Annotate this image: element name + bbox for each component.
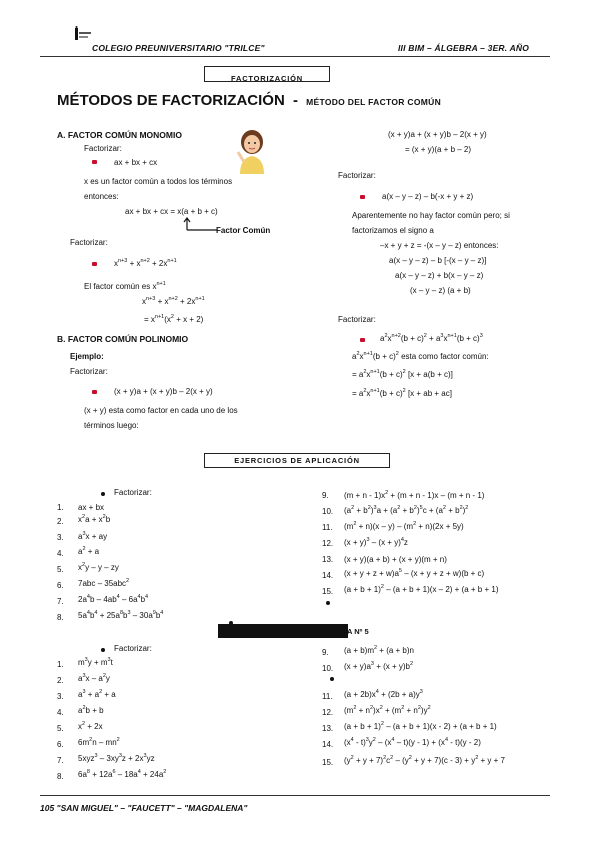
bullet-icon: [92, 262, 97, 266]
ex-num: 9.: [322, 491, 329, 500]
exercise-9: $(m + n - 1)x^2 + (m + n - 1)x - (m + n - 1)$: [344, 490, 485, 500]
exercise-b6: $6m^2n - mn^2$: [78, 737, 120, 747]
a-text-1: x es un factor común a todos los términos: [84, 177, 233, 186]
r-expr-3: a(x – y – z) – b(-x + y + z): [382, 192, 474, 201]
ex-num: 8.: [57, 613, 64, 622]
footer-text: 105 "SAN MIGUEL" – "FAUCETT" – "MAGDALENA": [40, 803, 248, 813]
r-expr-1: (x + y)a + (x + y)b – 2(x + y): [388, 130, 487, 139]
ex-num: 3.: [57, 692, 64, 701]
exercise-4: $a^2 + a$: [78, 546, 100, 556]
exercise-b11: $(a + 2b)x^4 + (2b + a)y^3$: [344, 689, 423, 699]
header-course: III BIM – ÁLGEBRA – 3ER. AÑO: [398, 43, 530, 53]
ex-num: 12.: [322, 708, 334, 717]
ejercicios-label: EJERCICIOS DE APLICACIÓN: [234, 456, 360, 465]
school-logo-icon: [74, 26, 92, 42]
ex-num: 13.: [322, 555, 334, 564]
exercise-1: ax + bx: [78, 503, 105, 512]
exercise-b1: $m^3y + m^3t$: [78, 657, 113, 667]
bullet-dot-icon: [101, 648, 105, 652]
title-subtitle: MÉTODO DEL FACTOR COMÚN: [306, 97, 442, 107]
exercise-8: $5a^4b^4 + 25a^8b^3 - 30a^9b^4$: [78, 610, 164, 620]
ex1-factorizar: Factorizar:: [114, 488, 152, 497]
bullet-dot-icon: [101, 492, 105, 496]
exercise-b12: $(m^2 + n^2)x^2 + (m^2 + n^2)y^2$: [344, 705, 431, 715]
exercise-2: $x^2a + x^2b$: [78, 514, 111, 524]
r-expr-9: = $a^2x^{n+1}(b + c)^2$ [x + a(b + c)]: [352, 369, 453, 379]
level-box: [218, 624, 348, 638]
ex-num: 10.: [322, 664, 334, 673]
exercise-b2: $a^3x - a^2y$: [78, 673, 110, 683]
ex-num: 3.: [57, 533, 64, 542]
ex2-factorizar: Factorizar:: [114, 644, 152, 653]
r-text-1: Aparentemente no hay factor común pero; si: [352, 211, 510, 220]
bullet-dot-icon: [330, 677, 334, 681]
a-text-3: El factor común es $x^{n+1}$: [84, 281, 166, 291]
section-b-heading: B. FACTOR COMÚN POLINOMIO: [57, 334, 189, 344]
ex-num: 2.: [57, 517, 64, 526]
section-a-heading: A. FACTOR COMÚN MONOMIO: [57, 130, 182, 140]
topic-box: [204, 66, 330, 82]
exercise-10: $(a^2 + b^2)^3a + (a^2 + b^2)^5c + (a^2 + b^2)^2$: [344, 505, 469, 515]
exercise-b15: $(y^2 + y + 7)^2c^2 - (y^2 + y + 7)(c - 3) + y^2 + y + 7$: [344, 755, 505, 765]
ex-num: 2.: [57, 676, 64, 685]
r-expr-5: a(x – y – z) – b [-(x – y – z)]: [389, 256, 487, 265]
topic-label: FACTORIZACIÓN: [231, 74, 303, 82]
exercise-b8: $6a^8 + 12a^6 - 18a^4 + 24a^2$: [78, 769, 167, 779]
b-expr-1: (x + y)a + (x + y)b – 2(x + y): [114, 387, 213, 396]
r-text-2: factorizamos el signo a: [352, 226, 434, 235]
ejercicios-box: [204, 453, 390, 468]
b-text-1: (x + y) esta como factor en cada uno de los: [84, 406, 238, 415]
ex-num: 12.: [322, 539, 334, 548]
exercise-b7: $5xyz^3 - 3xy^3z + 2x^3yz$: [78, 753, 155, 763]
exercise-b10: $(x + y)a^3 + (x + y)b^2$: [344, 661, 414, 671]
a-expr-2: ax + bx + cx = x(a + b + c): [125, 207, 218, 216]
ex-num: 10.: [322, 507, 334, 516]
ex-num: 5.: [57, 565, 64, 574]
ex-num: 14.: [322, 740, 334, 749]
ex-num: 1.: [57, 660, 64, 669]
page-title: [57, 92, 441, 109]
r-expr-7: (x – y – z) (a + b): [410, 286, 471, 295]
exercise-b13: $(a + b + 1)^2 - (a + b + 1)(x - 2) + (a + b + 1)$: [344, 721, 497, 731]
ex-num: 4.: [57, 549, 64, 558]
exercise-11: $(m^2 + n)(x - y) - (m^2 + n)(2x + 5y)$: [344, 521, 464, 531]
ex-num: 13.: [322, 724, 334, 733]
ex-num: 15.: [322, 587, 334, 596]
bullet-icon: [360, 195, 365, 199]
ex-num: 4.: [57, 708, 64, 717]
r-factorizar-1: Factorizar:: [338, 171, 376, 180]
student-illustration-icon: [232, 128, 272, 174]
r-expr-4: –x + y + z = -(x – y – z) entonces:: [380, 241, 499, 250]
r-factorizar-2: Factorizar:: [338, 315, 376, 324]
ex-num: 11.: [322, 692, 333, 701]
ex-num: 9.: [322, 648, 329, 657]
ex-num: 7.: [57, 597, 64, 606]
exercise-3: $a^3x$ + ay: [78, 531, 108, 541]
bullet-icon: [360, 338, 365, 342]
exercise-14: $(x + y + z + w)a^5 - (x + y + z + w)(b + c)$: [344, 568, 485, 578]
ex-num: 5.: [57, 724, 64, 733]
a-factorizar-2: Factorizar:: [70, 238, 108, 247]
ex-num: 15.: [322, 758, 334, 767]
exercise-b9: $(a + b)m^2 + (a + b)n$: [344, 645, 414, 655]
r-expr-2: = (x + y)(a + b – 2): [405, 145, 472, 154]
exercise-b14: $(x^4 - t)^3y^2 - (x^4 - t)(y - 1) + (x^4 - t)(y - 2)$: [344, 737, 481, 747]
ejemplo-label: Ejemplo:: [70, 352, 104, 361]
exercise-b5: $x^2 + 2x$: [78, 721, 103, 731]
ex-num: 7.: [57, 756, 64, 765]
r-expr-8: $a^2x^{n+2}(b + c)^2 + a^3x^{n+1}(b + c)^3$: [380, 333, 483, 343]
ex-num: 11.: [322, 523, 333, 532]
title-main: MÉTODOS DE FACTORIZACIÓN: [57, 92, 285, 109]
bullet-dot-icon: [326, 601, 330, 605]
exercise-b4: $a^2b + b$: [78, 705, 104, 715]
exercise-7: $2a^4b - 4ab^4 - 6a^4b^4$: [78, 594, 149, 604]
a-factorizar-1: Factorizar:: [84, 144, 122, 153]
bullet-icon: [92, 390, 97, 394]
factor-comun-label: Factor Común: [216, 226, 271, 235]
a-expr-4: $x^{n+3} + x^{n+2} + 2x^{n+1}$: [142, 296, 205, 306]
header-rule: [40, 56, 550, 57]
exercise-6: 7abc – 35abc$^2$: [78, 578, 130, 588]
title-sep: -: [292, 92, 298, 109]
header-school: COLEGIO PREUNIVERSITARIO "TRILCE": [92, 43, 265, 53]
ex-num: 6.: [57, 740, 64, 749]
b-text-2: términos luego:: [84, 421, 139, 430]
b-factorizar: Factorizar:: [70, 367, 108, 376]
exercise-b3: $a^3 + a^2 + a$: [78, 689, 116, 699]
exercise-12: $(x + y)^3 - (x + y)^4z$: [344, 537, 408, 547]
ex-num: 6.: [57, 581, 64, 590]
ex-num: 8.: [57, 772, 64, 781]
a-expr-3: $x^{n+3} + x^{n+2} + 2x^{n+1}$: [114, 258, 177, 268]
exercise-13: (x + y)(a + b) + (x + y)(m + n): [344, 555, 447, 564]
ex-num: 14.: [322, 571, 334, 580]
a-text-2: entonces:: [84, 192, 119, 201]
exercise-15: $(a + b + 1)^2 - (a + b + 1)(x - 2) + (a + b + 1)$: [344, 584, 499, 594]
a-expr-1: ax + bx + cx: [114, 158, 158, 167]
r-text-3: $a^2x^{n+1}(b + c)^2$ esta como factor común:: [352, 351, 489, 361]
bullet-icon: [92, 160, 97, 164]
a-expr-5: = $x^{n+1}(x^2 + x + 2)$: [144, 314, 204, 324]
level-label: A Nº 5: [347, 627, 369, 636]
ex-num: 1.: [57, 503, 64, 512]
r-expr-6: a(x – y – z) + b(x – y – z): [395, 271, 484, 280]
footer-rule: [40, 795, 550, 796]
exercise-5: $x^2y$ – y – zy: [78, 562, 119, 572]
r-expr-10: = $a^2x^{n+1}(b + c)^2$ [x + ab + ac]: [352, 388, 452, 398]
